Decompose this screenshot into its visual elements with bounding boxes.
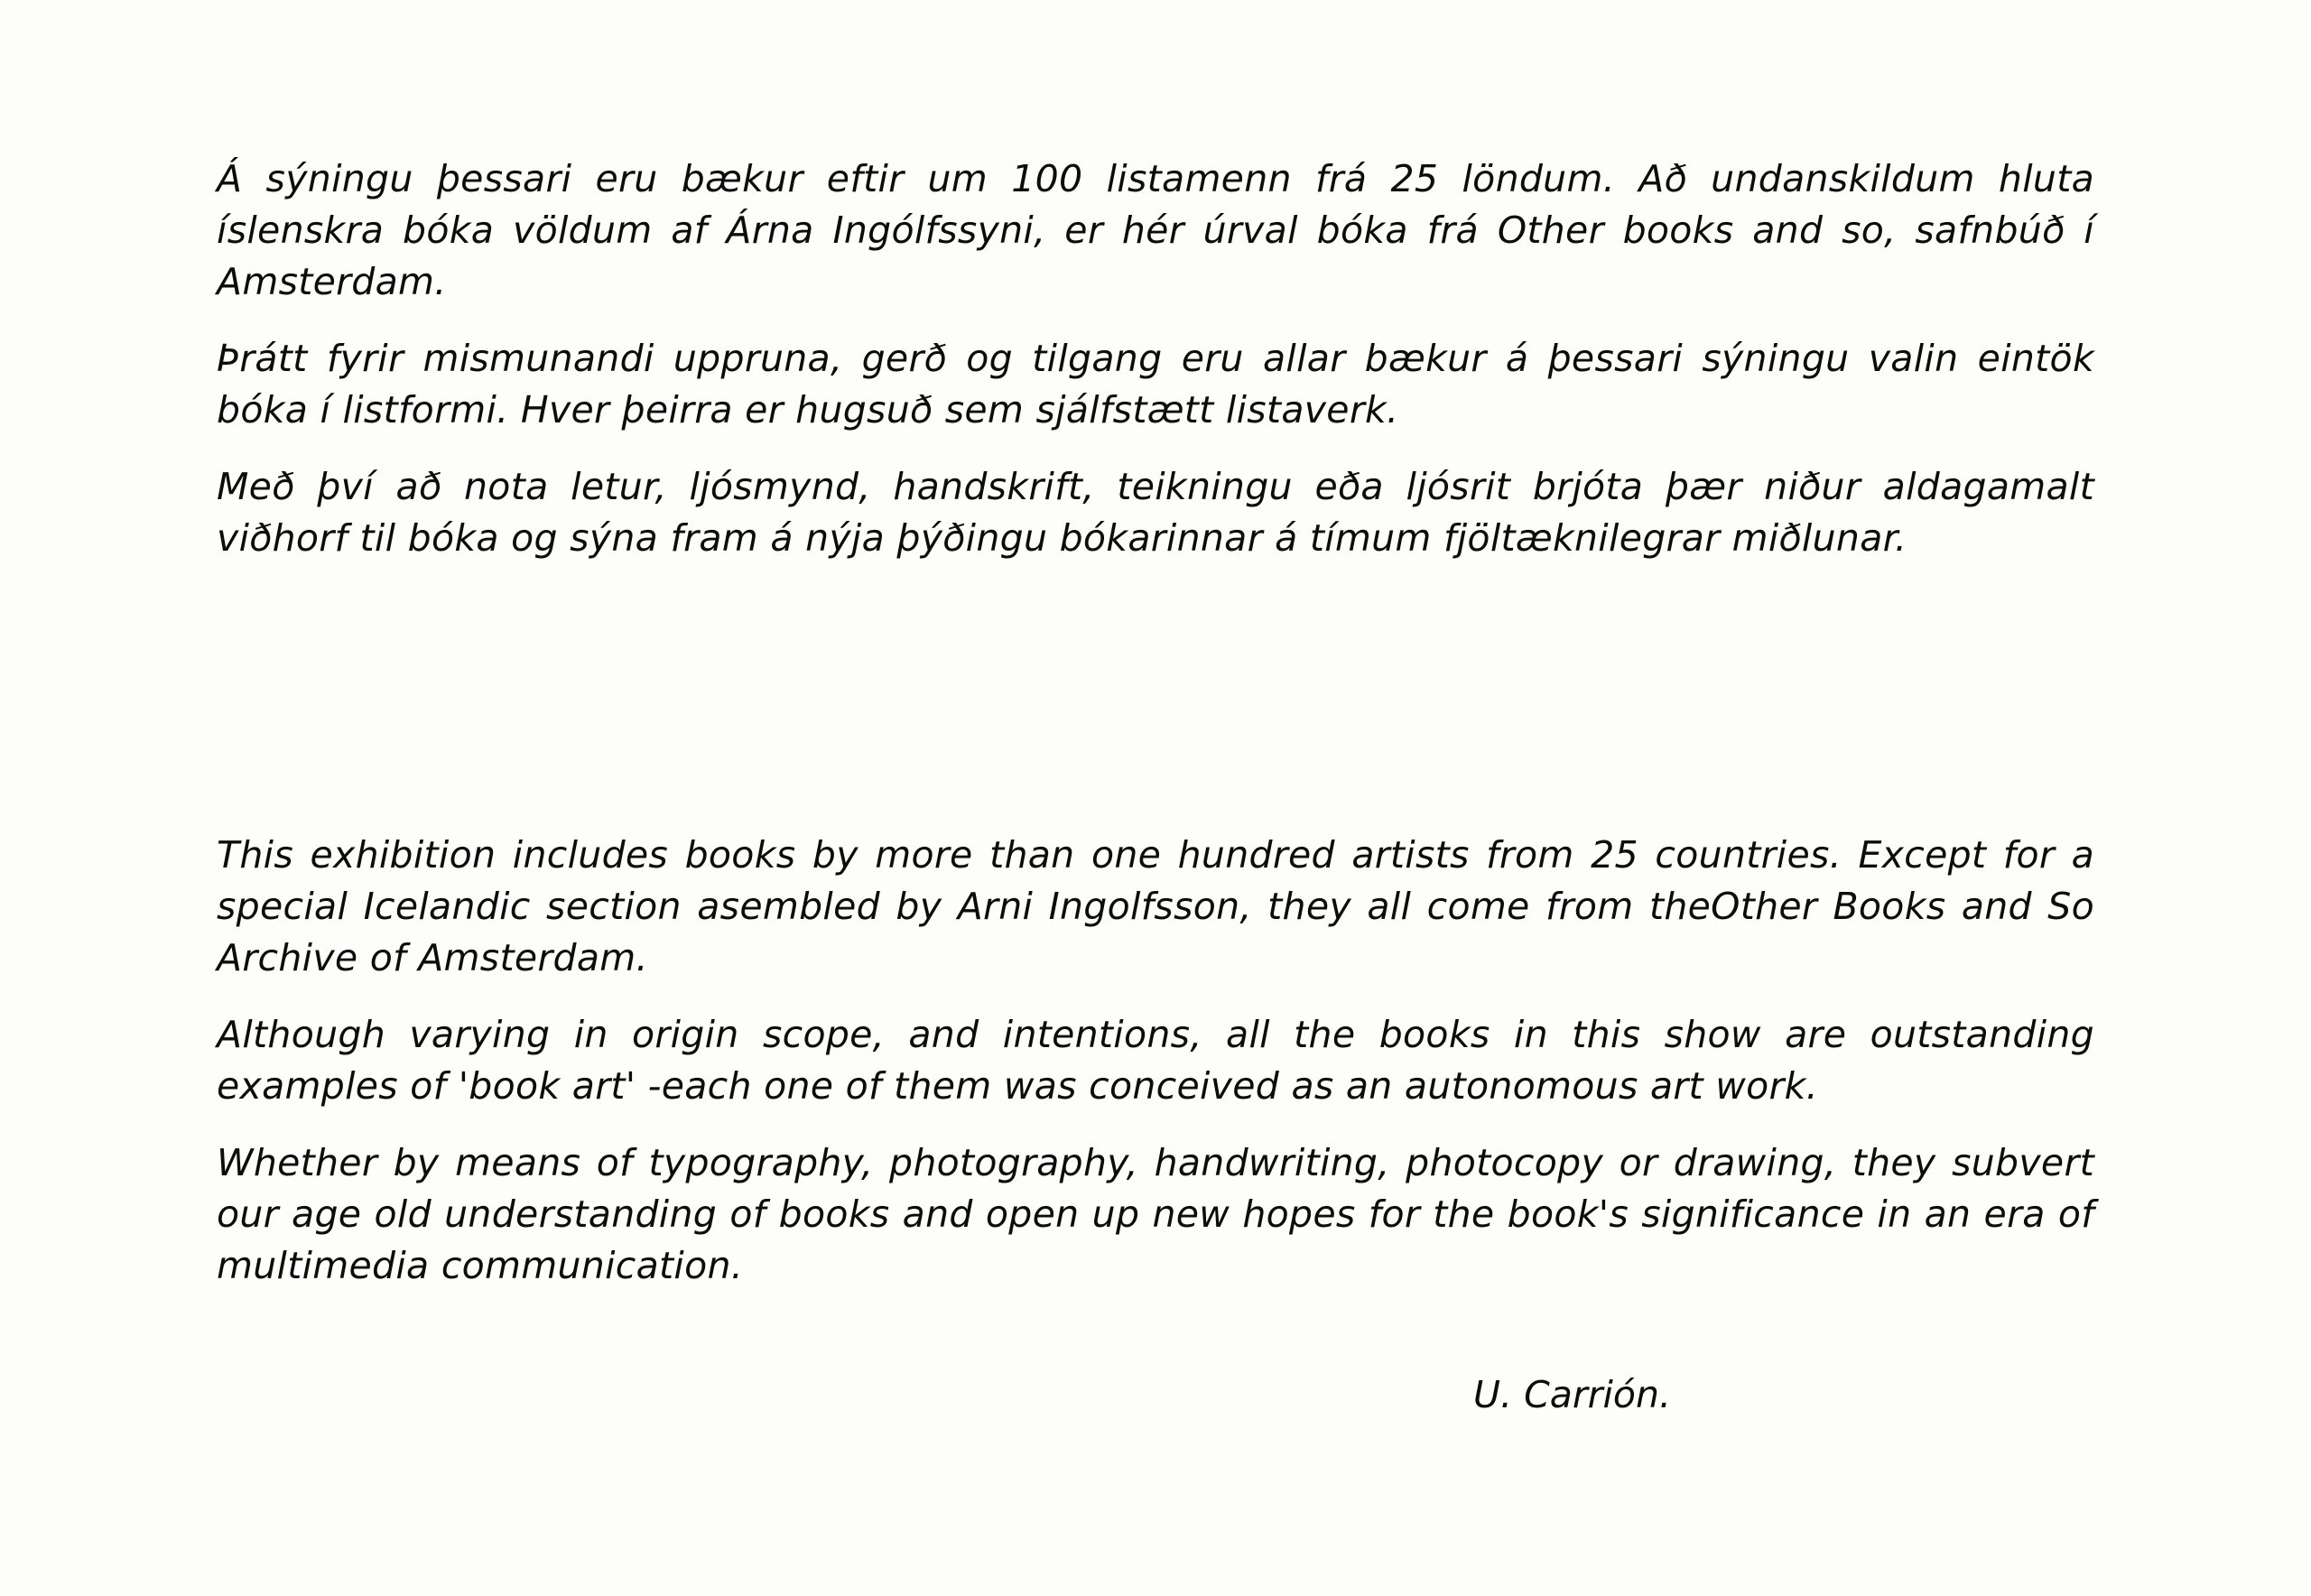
icelandic-paragraph-1: Á sýningu þessari eru bækur eftir um 100 listamenn frá 25 löndum. Að undanskildum hluta íslenskra bóka völdum af Árna Ingólfssyni, er hér úrval bóka frá Other books and so, safnbúð í Amsterdam. <box>217 157 2094 303</box>
icelandic-text <box>217 153 2094 589</box>
english-paragraph-1: This exhibition includes books by more than one hundred artists from 25 countries. Except for a special Icelandic section asembled by Arni Ingolfsson, they all come from theOther Books and So Archive of Amsterdam. <box>217 833 2094 979</box>
signature: U. Carrión. <box>1473 1373 1672 1416</box>
english-paragraph-3: Whether by means of typography, photography, handwriting, photocopy or drawing, they subvert our age old understanding of books and open up new hopes for the book's significance in an era of multimedia communication. <box>217 1141 2094 1287</box>
english-paragraph-2: Although varying in origin scope, and intentions, all the books in this show are outstanding examples of 'book art' -each one of them was conceived as an autonomous art work. <box>217 1013 2094 1108</box>
english-text <box>217 830 2094 1317</box>
icelandic-paragraph-3: Með því að nota letur, ljósmynd, handskrift, teikningu eða ljósrit brjóta þær niður aldagamalt viðhorf til bóka og sýna fram á nýja þýðingu bókarinnar á tímum fjöltæknilegrar miðlunar. <box>217 465 2094 560</box>
icelandic-paragraph-2: Þrátt fyrir mismunandi uppruna, gerð og tilgang eru allar bækur á þessari sýningu valin eintök bóka í listformi. Hver þeirra er hugsuð sem sjálfstætt listaverk. <box>217 337 2094 431</box>
